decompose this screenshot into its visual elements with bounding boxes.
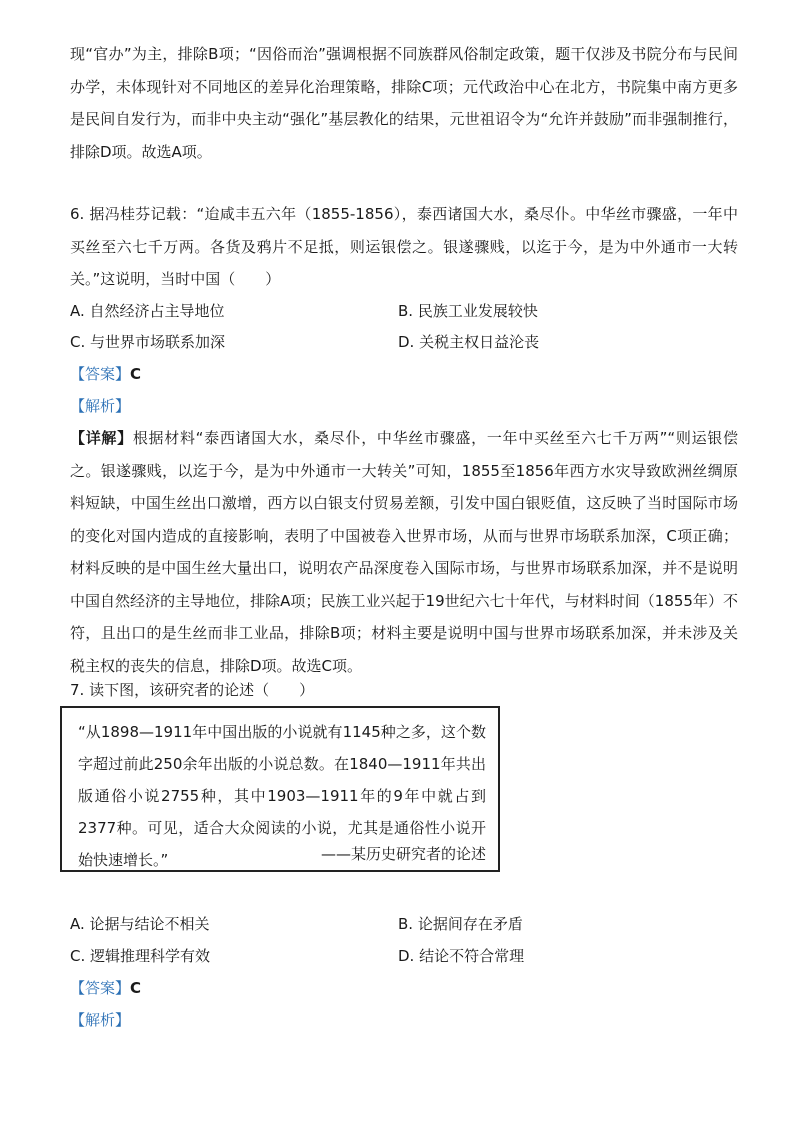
question-6-stem: 6. 据冯桂芬记载：“迨咸丰五六年（1855-1856），泰西诸国大水，桑尽仆。中华丝市骤盛，一年中买丝至六七千万两。各货及鸦片不足抵，则运银偿之。银遂骤贱，以迄于今，是为中外通市一大转关。”这说明，当时中国（ ）	[70, 205, 738, 288]
q7-analysis-line	[70, 1009, 130, 1031]
q7-option-a: A. 论据与结论不相关	[70, 915, 210, 933]
q6-option-c: C. 与世界市场联系加深	[70, 333, 226, 351]
analysis-tag: 【解析】	[70, 1011, 131, 1029]
q7-answer-line	[70, 977, 141, 999]
q7-answer: C	[130, 979, 142, 997]
detail-tag: 【详解】	[70, 429, 133, 447]
q6-analysis-line	[70, 395, 130, 417]
q6-detail	[70, 422, 738, 682]
q7-option-d: D. 结论不符合常理	[398, 947, 525, 965]
q6-detail-text: 根据材料“泰西诸国大水，桑尽仆，中华丝市骤盛，一年中买丝至六七千万两”“则运银偿之。银遂骤贱，以迄于今，是为中外通市一大转关”可知，1855至1856年西方水灾导致欧洲丝绸原料短缺，中国生丝出口激增，西方以白银支付贸易差额，引发中国白银贬值，这反映了当时国际市场的变化对国内造成的直接影响，表明了中国被卷入世界市场，从而与世界市场联系加深，C项正确；材料反映的是中国生丝大量出口，说明农产品深度卷入国际市场，与世界市场联系加深，并不是说明中国自然经济的主导地位，排除A项；民族工业兴起于19世纪六七十年代，与材料时间（1855年）不符，且出口的是生丝而非工业品，排除B项；材料主要是说明中国与世界市场联系加深，并未涉及关税主权的丧失的信息，排除D项。故选C项。	[70, 429, 738, 675]
researcher-quote: “从1898—1911年中国出版的小说就有1145种之多，这个数字超过前此250余年出版的小说总数。在1840—1911年共出版通俗小说2755种，其中1903—1911年的9年中就占到2377种。可见，适合大众阅读的小说，尤其是通俗性小说开始快速增长。”	[78, 723, 486, 869]
q7-option-b: B. 论据间存在矛盾	[398, 915, 523, 933]
q7-option-c: C. 逻辑推理科学有效	[70, 947, 211, 965]
answer-tag: 【答案】	[70, 979, 131, 997]
quote-source: ——某历史研究者的论述	[320, 845, 486, 863]
q6-option-a: A. 自然经济占主导地位	[70, 302, 225, 320]
q6-option-d: D. 关税主权日益沦丧	[398, 333, 540, 351]
answer-tag: 【答案】	[70, 365, 131, 383]
previous-question-analysis: 现“官办”为主，排除B项；“因俗而治”强调根据不同族群风俗制定政策，题干仅涉及书院分布与民间办学，未体现针对不同地区的差异化治理策略，排除C项；元代政治中心在北方，书院集中南方更多是民间自发行为，而非中央主动“强化”基层教化的结果，元世祖诏令为“允许并鼓励”而非强制推行，排除D项。故选A项。	[70, 45, 738, 161]
q6-option-b: B. 民族工业发展较快	[398, 302, 538, 320]
q6-answer-line	[70, 363, 141, 385]
analysis-tag: 【解析】	[70, 397, 131, 415]
q6-answer: C	[130, 365, 142, 383]
question-7-stem: 7. 读下图，该研究者的论述（ ）	[70, 681, 315, 699]
quote-box	[60, 706, 500, 872]
